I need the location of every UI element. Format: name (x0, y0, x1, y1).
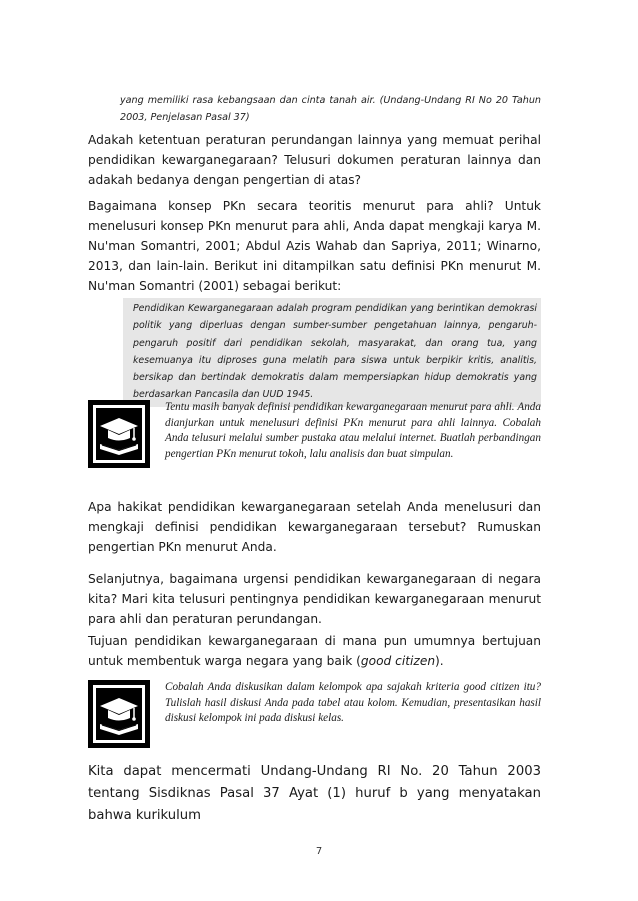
graduation-cap-icon (88, 400, 150, 468)
activity-note-text: Tentu masih banyak definisi pendidikan kewarganegaraan menurut para ahli. Anda dianjurkan untuk menelusuri definisi PKn menurut para ahli lainnya. Cobalah Anda telusuri melalui sumber pustaka atau melalui internet. Buatlah perbandingan pengertian PKn menurut tokoh, lalu analisis dan buat simpulan. (165, 401, 541, 460)
paragraph-urgency-pkn: Selanjutnya, bagaimana urgensi pendidikan kewarganegaraan di negara kita? Mari kita telusuri pentingnya pendidikan kewarganegaraan menurut para ahli dan peraturan perundangan. (88, 572, 541, 626)
activity-note-discussion (88, 680, 541, 748)
paragraph-essence-pkn: Apa hakikat pendidikan kewarganegaraan setelah Anda menelusuri dan mengkaji definisi pendidikan kewarganegaraan tersebut? Rumuskan pengertian PKn menurut Anda. (88, 500, 541, 554)
definition-quote-block: Pendidikan Kewarganegaraan adalah program pendidikan yang berintikan demokrasi politik yang diperluas dengan sumber-sumber pengetahuan lainnya, pengaruh-pengaruh positif dari pendidikan sekolah, masyarakat, dan orang tua, yang kesemuanya itu diproses guna melatih para siswa untuk berpikir kritis, analitis, bersikap dan bertindak demokratis dalam mempersiapkan hidup demokratis yang berdasarkan Pancasila dan UUD 1945. (123, 298, 541, 407)
graduation-cap-icon (88, 680, 150, 748)
page-number: 7 (315, 846, 323, 857)
paragraph-sisdiknas: Kita dapat mencermati Undang-Undang RI No. 20 Tahun 2003 tentang Sisdiknas Pasal 37 Ayat (1) huruf b yang menyatakan bahwa kurikulum (88, 764, 541, 823)
graduation-cap-icon-graphic (88, 400, 150, 468)
activity-note-definitions (88, 400, 541, 484)
paragraph-goal-pkn (88, 631, 541, 671)
goal-text-start: Tujuan pendidikan kewarganegaraan di mana pun umumnya bertujuan untuk membentuk warga negara yang baik ( (88, 634, 541, 668)
activity-note-text: Cobalah Anda diskusikan dalam kelompok apa sajakah kriteria good citizen itu? Tulislah hasil diskusi Anda pada tabel atau kolom. Kemudian, presentasikan hasil diskusi kelompok ini pada diskusi kelas. (165, 681, 541, 724)
paragraph-expert-concepts: Bagaimana konsep PKn secara teoritis menurut para ahli? Untuk menelusuri konsep PKn menurut para ahli, Anda dapat mengkaji karya M. Nu'man Somantri, 2001; Abdul Azis Wahab dan Sapriya, 2011; Winarno, 2013, dan lain-lain. Berikut ini ditampilkan satu definisi PKn menurut M. Nu'man Somantri (2001) sebagai berikut: (88, 199, 541, 293)
law-quote-continuation: yang memiliki rasa kebangsaan dan cinta tanah air. (Undang-Undang RI No 20 Tahun 2003, Penjelasan Pasal 37) (120, 95, 541, 123)
paragraph-other-regulations: Adakah ketentuan peraturan perundangan lainnya yang memuat perihal pendidikan kewarganegaraan? Telusuri dokumen peraturan lainnya dan adakah bedanya dengan pengertian di atas? (88, 133, 541, 187)
goal-text-end: ). (435, 654, 444, 668)
graduation-cap-icon-graphic (88, 680, 150, 748)
good-citizen-term: good citizen (360, 654, 436, 668)
